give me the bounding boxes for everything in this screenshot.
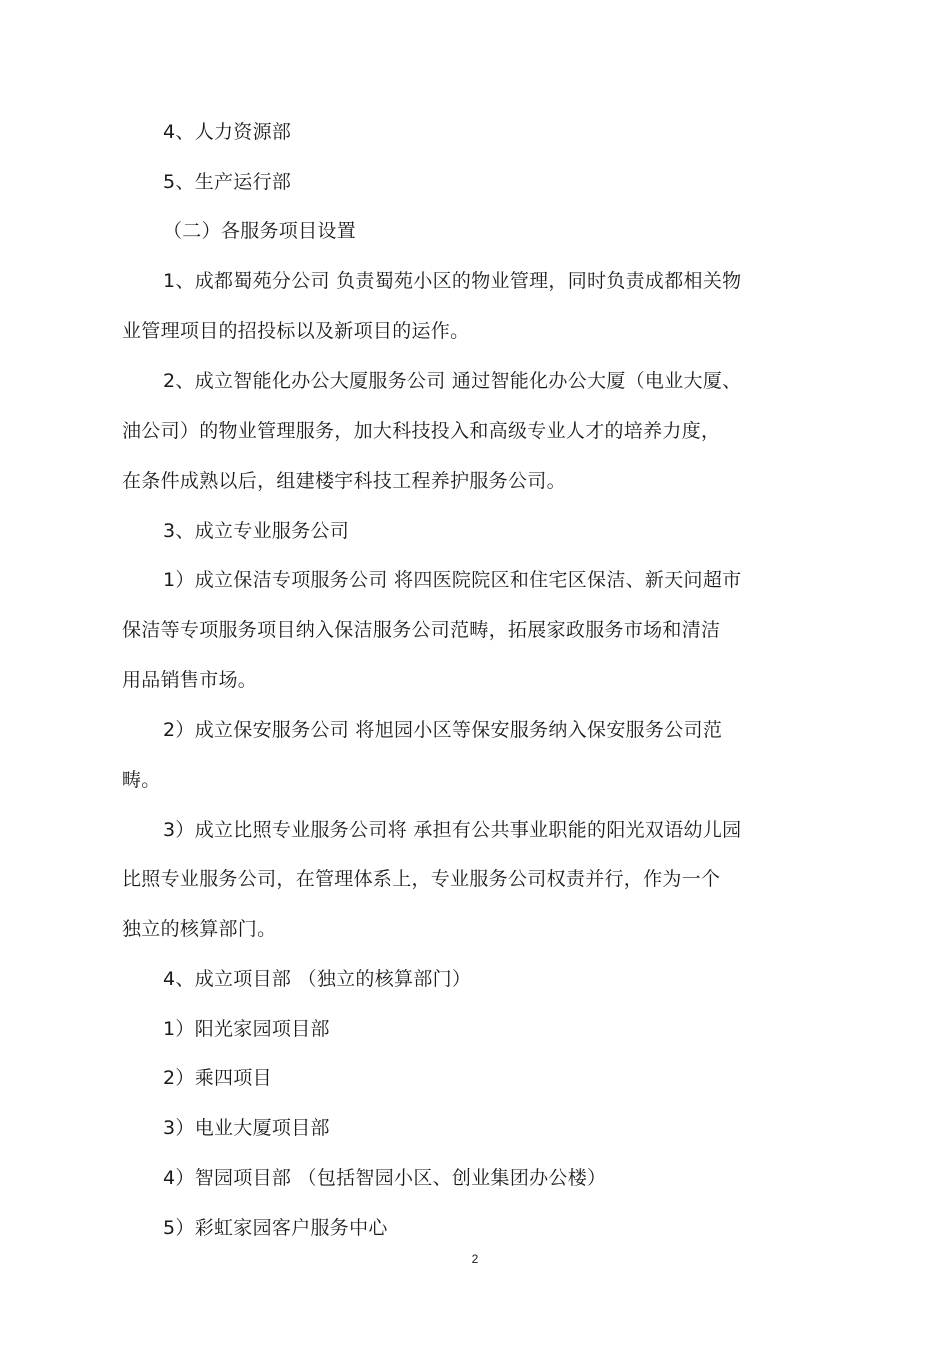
text-line: 2）乘四项目 (163, 1067, 272, 1089)
text-line: 油公司）的物业管理服务，加大科技投入和高级专业人才的培养力度， (122, 420, 721, 442)
text-line: 比照专业服务公司，在管理体系上，专业服务公司权责并行，作为一个 (122, 868, 721, 890)
text-line: 4、人力资源部 (163, 121, 292, 143)
text-line: 独立的核算部门。 (122, 918, 277, 940)
text-line: 3）电业大厦项目部 (163, 1117, 330, 1139)
page-number: 2 (471, 1252, 479, 1266)
text-line: 4、成立项目部 （独立的核算部门） (163, 968, 472, 990)
text-line: 保洁等专项服务项目纳入保洁服务公司范畴，拓展家政服务市场和清洁 (122, 619, 721, 641)
section-heading: （二）各服务项目设置 (163, 220, 357, 242)
text-line: 3、成立专业服务公司 (163, 520, 350, 542)
text-line: 4）智园项目部 （包括智园小区、创业集团办公楼） (163, 1167, 607, 1189)
text-line: 1）阳光家园项目部 (163, 1018, 330, 1040)
text-line: 5、生产运行部 (163, 171, 292, 193)
text-line: 业管理项目的招投标以及新项目的运作。 (122, 320, 470, 342)
text-line: 3）成立比照专业服务公司将 承担有公共事业职能的阳光双语幼儿园 (163, 819, 742, 841)
text-line: 1、成都蜀苑分公司 负责蜀苑小区的物业管理，同时负责成都相关物 (163, 270, 742, 292)
text-line: 1）成立保洁专项服务公司 将四医院院区和住宅区保洁、新天问超市 (163, 569, 742, 591)
text-line: 2、成立智能化办公大厦服务公司 通过智能化办公大厦（电业大厦、 (163, 370, 742, 392)
text-line: 畴。 (122, 769, 161, 791)
text-line: 在条件成熟以后，组建楼宇科技工程养护服务公司。 (122, 470, 566, 492)
text-line: 5）彩虹家园客户服务中心 (163, 1217, 388, 1239)
text-line: 2）成立保安服务公司 将旭园小区等保安服务纳入保安服务公司范 (163, 719, 723, 741)
text-line: 用品销售市场。 (122, 669, 258, 691)
